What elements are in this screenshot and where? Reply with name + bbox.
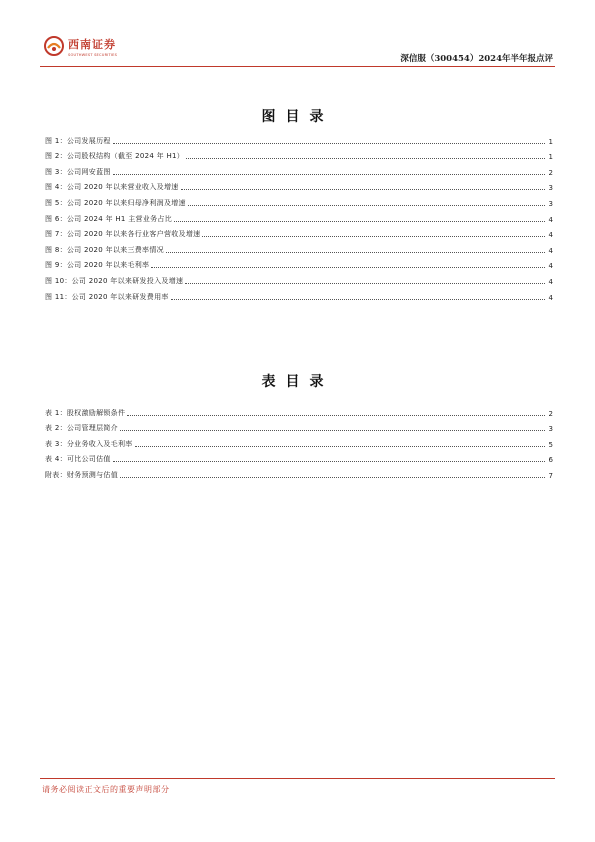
toc-entry[interactable] (45, 270, 553, 286)
toc-dot-leader (185, 283, 545, 284)
toc-page-number[interactable]: 4 (548, 231, 553, 240)
header-divider (40, 66, 555, 67)
toc-dot-leader (188, 205, 545, 206)
toc-dot-leader (113, 143, 545, 144)
toc-entry[interactable] (45, 146, 553, 162)
toc-page-number[interactable]: 4 (548, 262, 553, 271)
toc-entry-label[interactable]: 图 2：公司股权结构（截至 2024 年 H1） (45, 152, 185, 161)
toc-page-number[interactable]: 3 (548, 425, 553, 434)
company-logo (44, 36, 117, 57)
toc-dot-leader (151, 267, 545, 268)
report-title: 深信服（300454）2024年半年报点评 (400, 54, 553, 64)
toc-entry[interactable] (45, 177, 553, 193)
logo-mark-icon (44, 36, 64, 56)
toc-dot-leader (127, 415, 545, 416)
toc-entry-label[interactable]: 图 11：公司 2020 年以来研发费用率 (45, 292, 169, 301)
toc-entry[interactable] (45, 418, 553, 434)
toc-dot-leader (166, 252, 545, 253)
toc-page-number[interactable]: 5 (548, 440, 553, 449)
toc-entry[interactable] (45, 192, 553, 208)
toc-page-number[interactable]: 2 (548, 168, 553, 177)
toc-entry-label[interactable]: 表 2：公司管理层简介 (45, 424, 118, 433)
toc-entry-label[interactable]: 图 3：公司网安蓝图 (45, 167, 111, 176)
toc-entry-label[interactable]: 图 4：公司 2020 年以来营业收入及增速 (45, 183, 179, 192)
toc-entry-label[interactable]: 图 6：公司 2024 年 H1 主营业务占比 (45, 214, 173, 223)
toc-dot-leader (135, 446, 545, 447)
figures-toc-list (45, 130, 553, 302)
toc-dot-leader (174, 221, 545, 222)
tables-toc-list (45, 402, 553, 480)
tables-toc-title: 表目录 (261, 374, 334, 390)
toc-entry-label[interactable]: 表 3：分业务收入及毛利率 (45, 439, 133, 448)
footer-disclaimer: 请务必阅读正文后的重要声明部分 (42, 785, 170, 794)
toc-entry-label[interactable]: 图 10：公司 2020 年以来研发投入及增速 (45, 276, 184, 285)
toc-entry[interactable] (45, 255, 553, 271)
toc-dot-leader (202, 236, 545, 237)
toc-page-number[interactable]: 4 (548, 293, 553, 302)
figures-toc-title: 图目录 (261, 109, 334, 125)
toc-entry-label[interactable]: 图 1：公司发展历程 (45, 136, 111, 145)
toc-page-number[interactable]: 2 (548, 409, 553, 418)
toc-page-number[interactable]: 1 (548, 137, 553, 146)
toc-entry-label[interactable]: 表 4：可比公司估值 (45, 455, 111, 464)
toc-dot-leader (181, 189, 545, 190)
toc-page-number[interactable]: 7 (548, 471, 553, 480)
toc-entry-label[interactable]: 图 7：公司 2020 年以来各行业客户营收及增速 (45, 230, 201, 239)
toc-entry-label[interactable]: 表 1：股权激励解锁条件 (45, 408, 126, 417)
toc-entry[interactable] (45, 208, 553, 224)
toc-page-number[interactable]: 4 (548, 246, 553, 255)
toc-entry-label[interactable]: 图 5：公司 2020 年以来归母净利润及增速 (45, 198, 186, 207)
toc-dot-leader (120, 430, 545, 431)
toc-entry[interactable] (45, 161, 553, 177)
toc-page-number[interactable]: 4 (548, 215, 553, 224)
toc-dot-leader (186, 158, 545, 159)
toc-page-number[interactable]: 6 (548, 456, 553, 465)
toc-dot-leader (120, 477, 545, 478)
toc-entry-label[interactable]: 图 8：公司 2020 年以来三费率情况 (45, 245, 164, 254)
toc-entry[interactable] (45, 130, 553, 146)
toc-page-number[interactable]: 1 (548, 153, 553, 162)
page-header (40, 32, 555, 66)
toc-page-number[interactable]: 3 (548, 199, 553, 208)
toc-entry[interactable] (45, 433, 553, 449)
toc-entry[interactable] (45, 224, 553, 240)
logo-name-cn: 西南证券 (68, 38, 116, 51)
logo-name-en: SOUTHWEST SECURITIES (68, 53, 118, 57)
toc-entry-label[interactable]: 图 9：公司 2020 年以来毛利率 (45, 261, 150, 270)
toc-entry[interactable] (45, 239, 553, 255)
toc-page-number[interactable]: 3 (548, 184, 553, 193)
toc-dot-leader (171, 299, 545, 300)
toc-entry[interactable] (45, 402, 553, 418)
toc-page-number[interactable]: 4 (548, 277, 553, 286)
toc-dot-leader (113, 174, 545, 175)
toc-entry-label[interactable]: 附表：财务预测与估值 (45, 470, 118, 479)
toc-entry[interactable] (45, 449, 553, 465)
toc-dot-leader (113, 461, 545, 462)
toc-entry[interactable] (45, 464, 553, 480)
footer-divider (40, 778, 555, 779)
toc-entry[interactable] (45, 286, 553, 302)
